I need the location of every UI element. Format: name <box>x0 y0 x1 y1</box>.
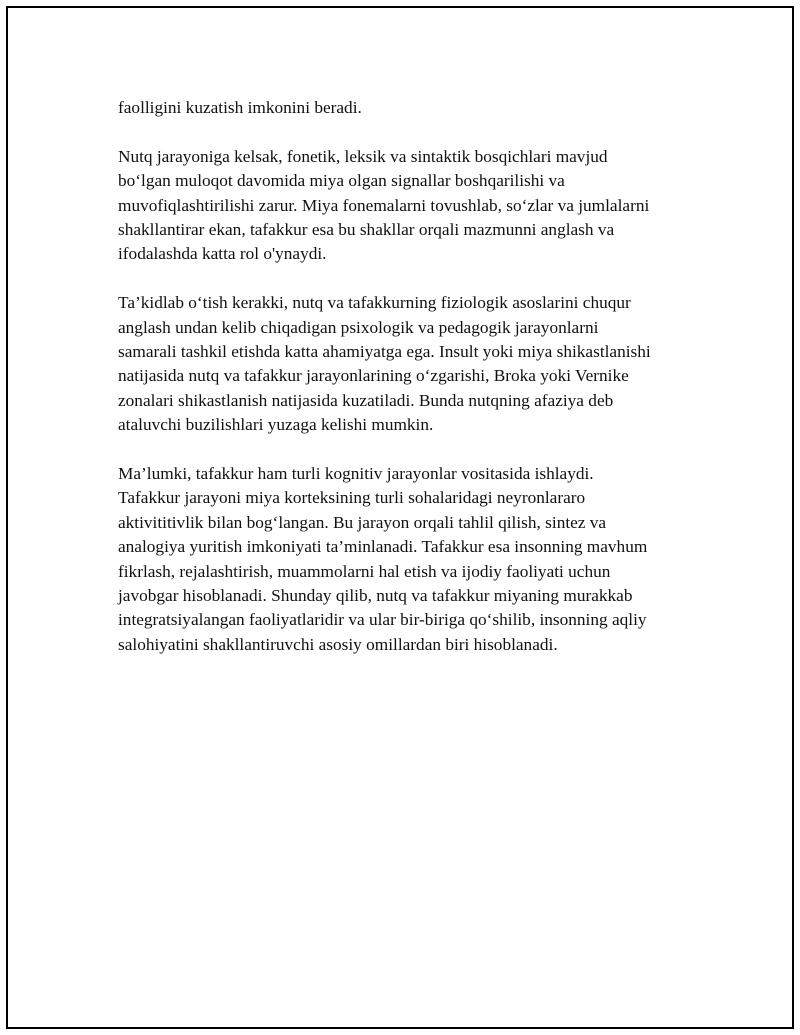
paragraph-4: Ma’lumki, tafakkur ham turli kognitiv jarayonlar vositasida ishlaydi. Tafakkur jarayoni miya korteksining turli sohalaridagi neyronlararo aktivititivlik bilan bog‘langan. Bu jarayon orqali tahlil qilish, sintez va analogiya yuritish imkoniyati ta’minlanadi. Tafakkur esa insonning mavhum fikrlash, rejalashtirish, muammolarni hal etish va ijodiy faoliyati uchun javobgar hisoblanadi. Shunday qilib, nutq va tafakkur miyaning murakkab integratsiyalangan faoliyatlaridir va ular bir-biriga qo‘shilib, insonning aqliy salohiyatini shakllantiruvchi asosiy omillardan biri hisoblanadi. <box>118 464 648 654</box>
paragraph-1: faolligini kuzatish imkonini beradi. <box>118 98 362 117</box>
document-body <box>118 96 698 682</box>
paragraph-2: Nutq jarayoniga kelsak, fonetik, leksik va sintaktik bosqichlari mavjud bo‘lgan muloqot davomida miya olgan signallar boshqarilishi va muvofiqlashtirilishi zarur. Miya fonemalarni tovushlab, so‘zlar va jumlalarni shakllantirar ekan, tafakkur esa bu shakllar orqali mazmunni anglash va ifodalashda katta rol o'ynaydi. <box>118 146 650 264</box>
page-frame <box>6 6 794 1029</box>
paragraph-3: Ta’kidlab o‘tish kerakki, nutq va tafakkurning fiziologik asoslarini chuqur anglash undan kelib chiqadigan psixologik va pedagogik jarayonlarni samarali tashkil etishda katta ahamiyatga ega. Insult yoki miya shikastlanishi natijasida nutq va tafakkur jarayonlarining o‘zgarishi, Broka yoki Vernike zonalari shikastlanish natijasida kuzatiladi. Bunda nutqning afaziya deb ataluvchi buzilishlari yuzaga kelishi mumkin. <box>118 293 651 435</box>
